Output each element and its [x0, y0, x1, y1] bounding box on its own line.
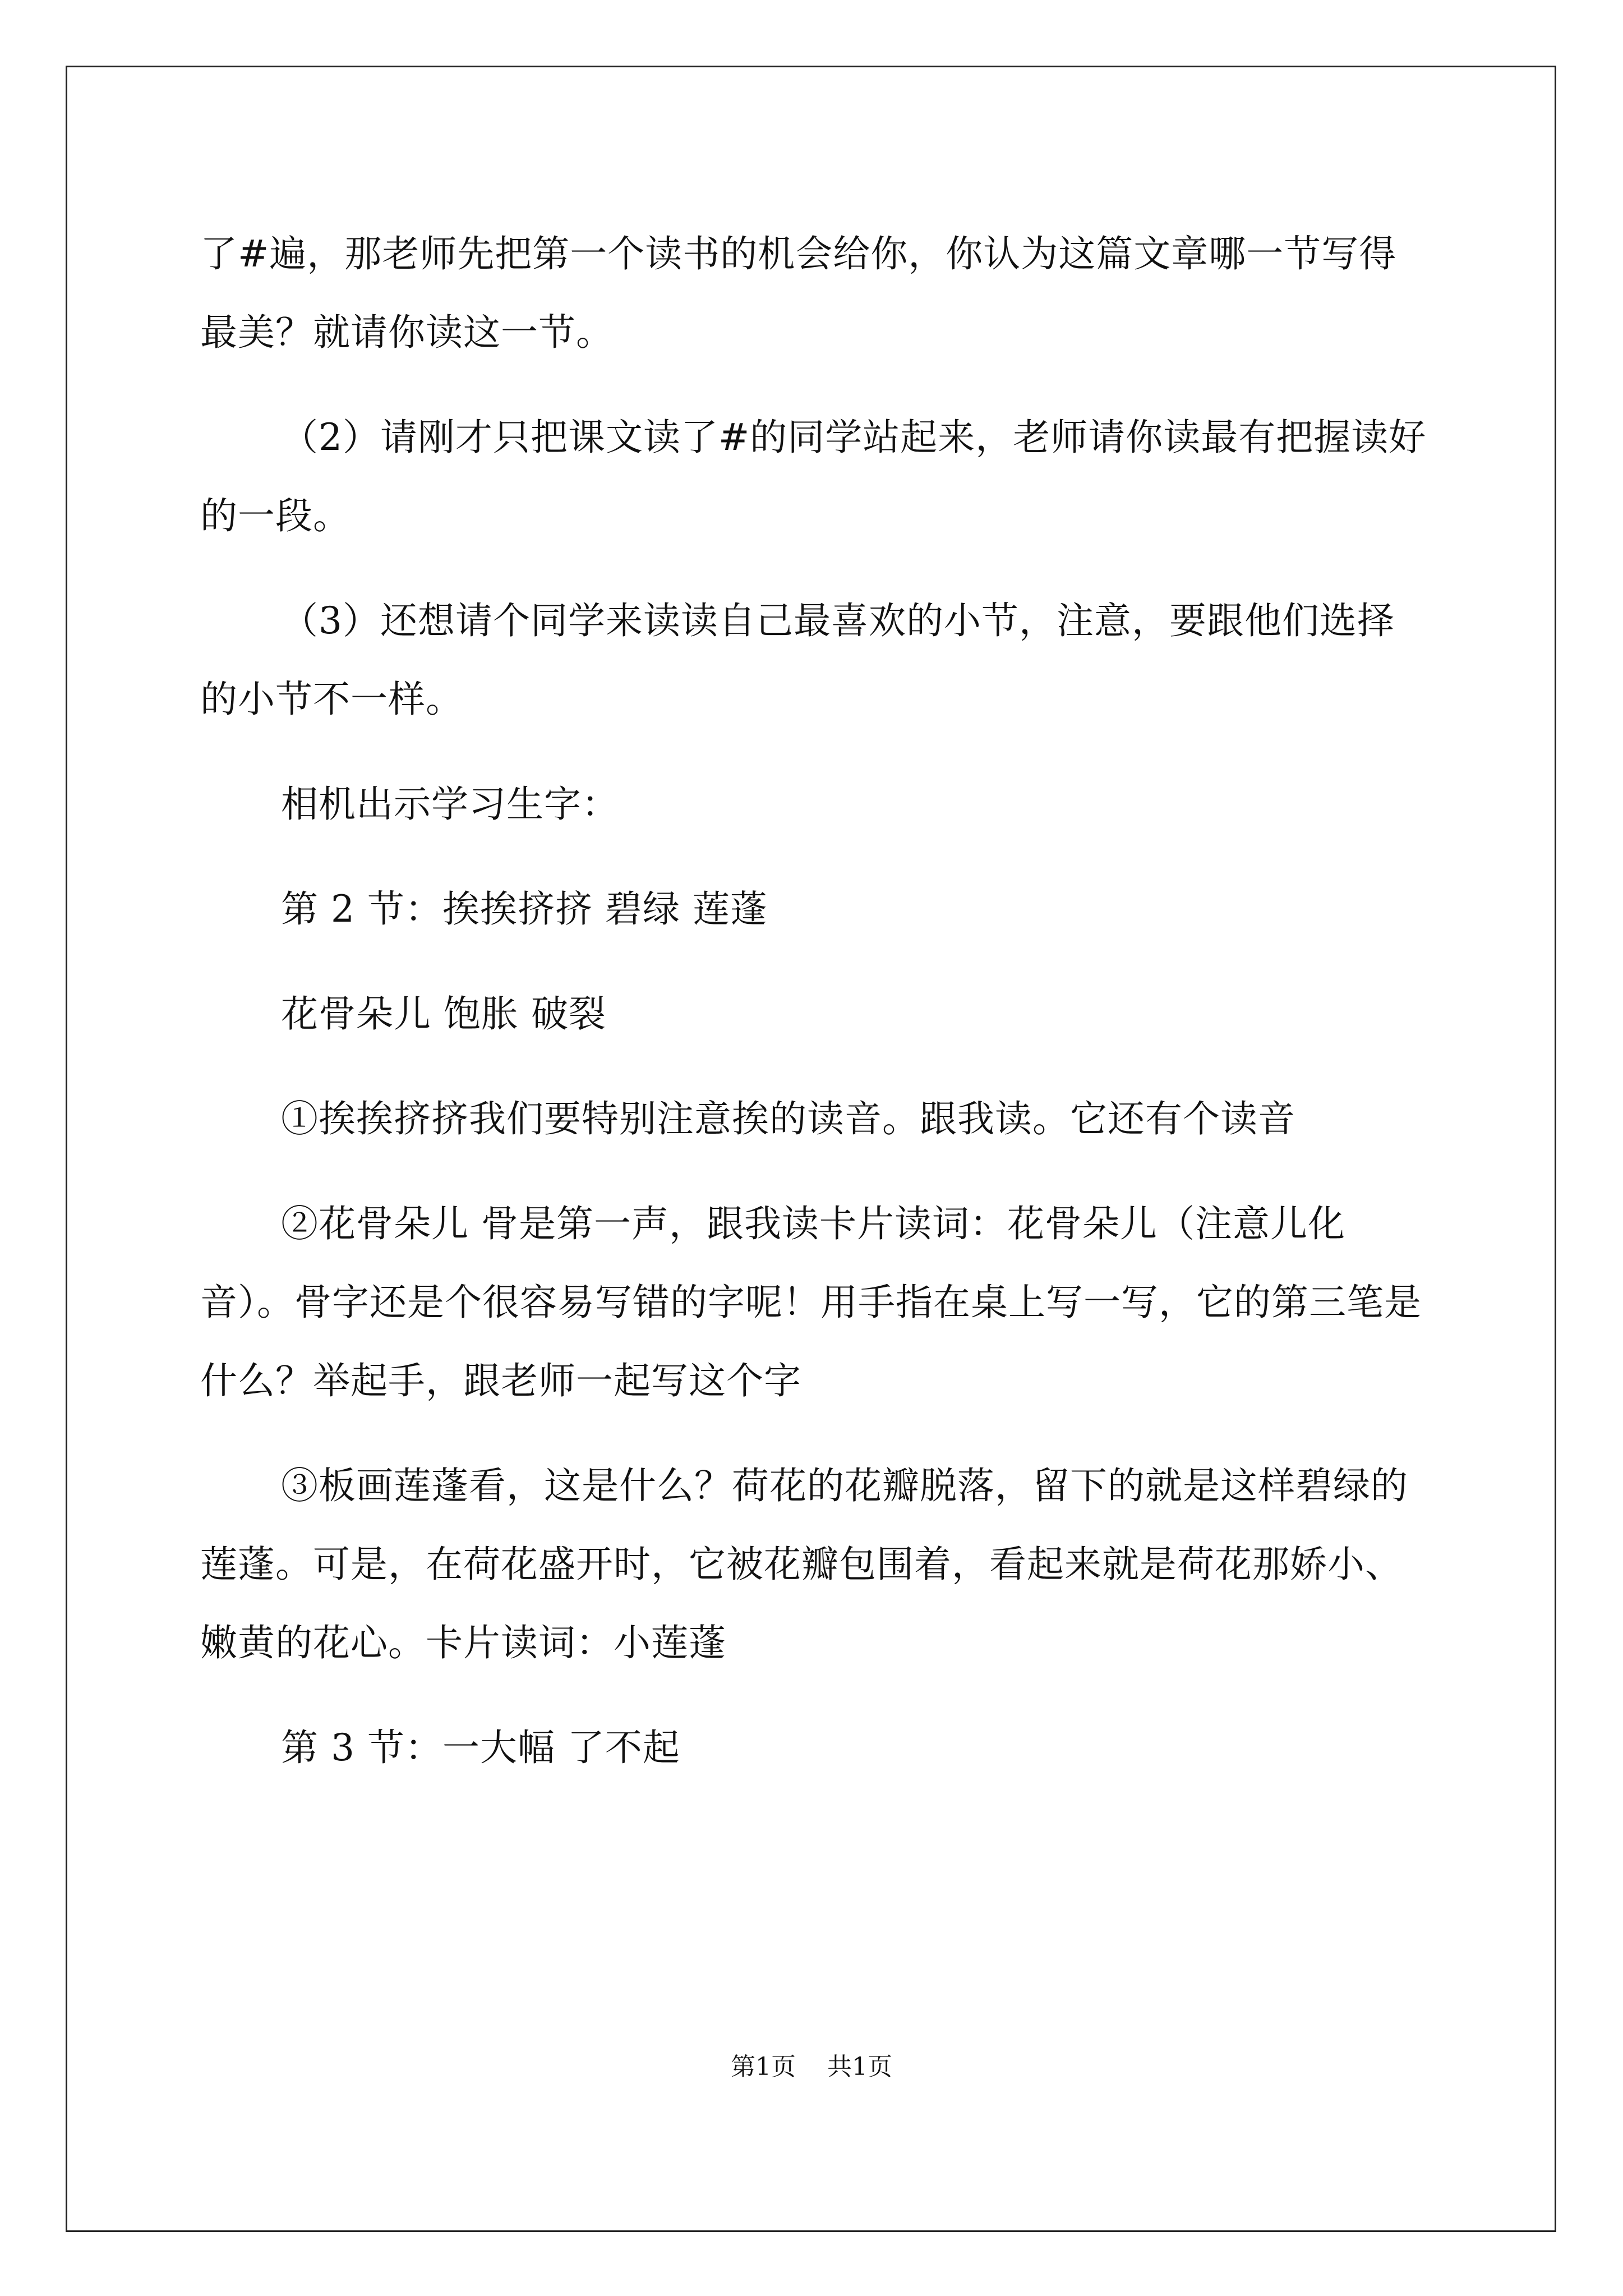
paragraph: 了#遍，那老师先把第一个读书的机会给你，你认为这篇文章哪一节写得最美？就请你读这一节。	[200, 232, 1397, 354]
document-body	[200, 215, 1428, 1814]
paragraph: 相机出示学习生字：	[281, 783, 619, 826]
page-total: 共1页	[827, 2053, 892, 2081]
page-footer	[0, 2050, 1623, 2084]
paragraph: 第 3 节：一大幅 了不起	[281, 1726, 680, 1769]
paragraph: （3）还想请个同学来读读自己最喜欢的小节，注意，要跟他们选择的小节不一样。	[200, 599, 1395, 721]
paragraph: 第 2 节：挨挨挤挤 碧绿 莲蓬	[281, 887, 768, 931]
page-number: 第1页	[731, 2053, 796, 2081]
paragraph: ②花骨朵儿 骨是第一声，跟我读卡片读词：花骨朵儿（注意儿化音）。骨字还是个很容易写错的字呢！用手指在桌上写一写，它的第三笔是什么？举起手，跟老师一起写这个字	[200, 1202, 1422, 1402]
paragraph: 花骨朵儿 饱胀 破裂	[281, 992, 606, 1036]
paragraph: ③板画莲蓬看，这是什么？荷花的花瓣脱落，留下的就是这样碧绿的莲蓬。可是，在荷花盛开时，它被花瓣包围着，看起来就是荷花那娇小、嫩黄的花心。卡片读词：小莲蓬	[200, 1464, 1408, 1664]
paragraph: （2）请刚才只把课文读了#的同学站起来，老师请你读最有把握读好的一段。	[200, 416, 1427, 537]
paragraph: ①挨挨挤挤我们要特别注意挨的读音。跟我读。它还有个读音	[281, 1097, 1295, 1140]
